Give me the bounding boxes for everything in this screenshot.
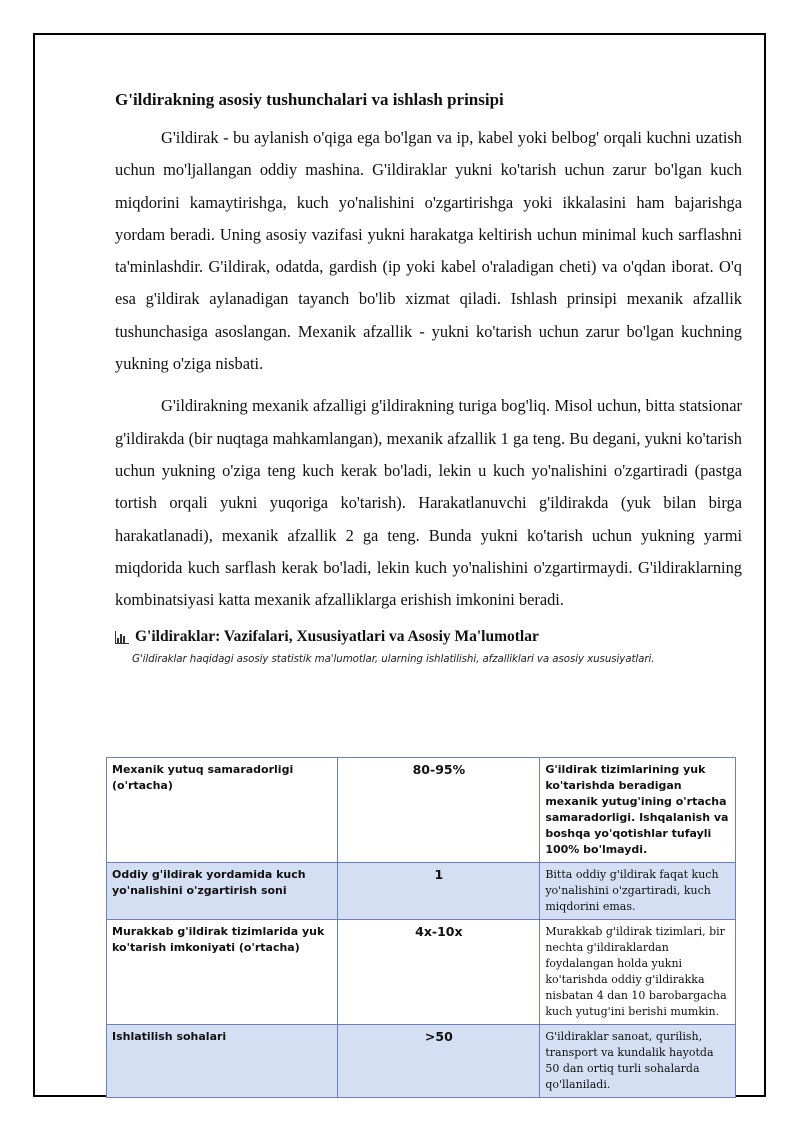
section-heading: G'ildirakning asosiy tushunchalari va ishlash prinsipi bbox=[115, 90, 504, 109]
row-note: G'ildiraklar sanoat, qurilish, transport va kundalik hayotda 50 dan ortiq turli sohalarda qo'llaniladi. bbox=[540, 1025, 736, 1098]
data-table bbox=[106, 757, 736, 1098]
table-subtitle: G'ildiraklar haqidagi asosiy statistik ma'lumotlar, ularning ishlatilishi, afzalliklari va asosiy xususiyatlari. bbox=[132, 653, 655, 666]
row-note: Murakkab g'ildirak tizimlari, bir nechta g'ildiraklardan foydalangan holda yukni ko'tarishda oddiy g'ildirakka nisbatan 4 dan 10 barobargacha kuch yutug'ini berishi mumkin. bbox=[540, 920, 736, 1025]
row-label: Oddiy g'ildirak yordamida kuch yo'nalishini o'zgartirish soni bbox=[107, 863, 338, 920]
row-value: >50 bbox=[338, 1025, 540, 1098]
document-body bbox=[115, 88, 742, 665]
row-value: 80-95% bbox=[338, 758, 540, 863]
paragraph-2: G'ildirakning mexanik afzalligi g'ildirakning turiga bog'liq. Misol uchun, bitta statsionar g'ildirakda (bir nuqtaga mahkamlangan), mexanik afzallik 1 ga teng. Bu degani, yukni ko'tarish uchun yukning o'ziga teng kuch kerak bo'ladi, lekin u kuch yo'nalishini o'zgartiradi (pastga tortish orqali yukni yuqoriga ko'tarish). Harakatlanuvchi g'ildirakda (yuk bilan birga harakatlanadi), mexanik afzallik 2 ga teng. Bunda yukni ko'tarish uchun yukning yarmi miqdorida kuch sarflash kerak bo'ladi, lekin kuch yo'nalishini o'zgartirmaydi. G'ildiraklarning kombinatsiyasi katta mexanik afzalliklarga erishish imkonini beradi. bbox=[115, 396, 742, 610]
table-title bbox=[115, 628, 742, 646]
table-row bbox=[107, 1025, 736, 1098]
row-note: G'ildirak tizimlarining yuk ko'tarishda beradigan mexanik yutug'ining o'rtacha samaradorligi. Ishqalanish va boshqa yo'qotishlar tufayli 100% bo'lmaydi. bbox=[540, 758, 736, 863]
row-value: 1 bbox=[338, 863, 540, 920]
table-row bbox=[107, 758, 736, 863]
row-label: Ishlatilish sohalari bbox=[107, 1025, 338, 1098]
row-label: Mexanik yutuq samaradorligi (o'rtacha) bbox=[107, 758, 338, 863]
row-label: Murakkab g'ildirak tizimlarida yuk ko'tarish imkoniyati (o'rtacha) bbox=[107, 920, 338, 1025]
bar-chart-icon bbox=[115, 631, 129, 644]
row-note: Bitta oddiy g'ildirak faqat kuch yo'nalishini o'zgartiradi, kuch miqdorini emas. bbox=[540, 863, 736, 920]
row-value: 4x-10x bbox=[338, 920, 540, 1025]
table-row bbox=[107, 863, 736, 920]
paragraph-1: G'ildirak - bu aylanish o'qiga ega bo'lgan va ip, kabel yoki belbog' orqali kuchni uzatish uchun mo'ljallangan oddiy mashina. G'ildiraklar yukni ko'tarish uchun zarur bo'lgan kuch miqdorini kamaytirishga, kuch yo'nalishini o'zgartirishga yoki ikkalasini ham bajarishga yordam beradi. Uning asosiy vazifasi yukni harakatga keltirish uchun minimal kuch sarflashni ta'minlashdir. G'ildirak, odatda, gardish (ip yoki kabel o'raladigan cheti) va o'qdan iborat. O'q esa g'ildirak aylanadigan tayanch bo'lib xizmat qiladi. Ishlash prinsipi mexanik afzallik tushunchasiga asoslangan. Mexanik afzallik - yukni ko'tarish uchun zarur bo'lgan kuchning yukning o'ziga nisbati. bbox=[115, 128, 742, 374]
table-row bbox=[107, 920, 736, 1025]
table-title-text: G'ildiraklar: Vazifalari, Xususiyatlari va Asosiy Ma'lumotlar bbox=[135, 628, 539, 646]
